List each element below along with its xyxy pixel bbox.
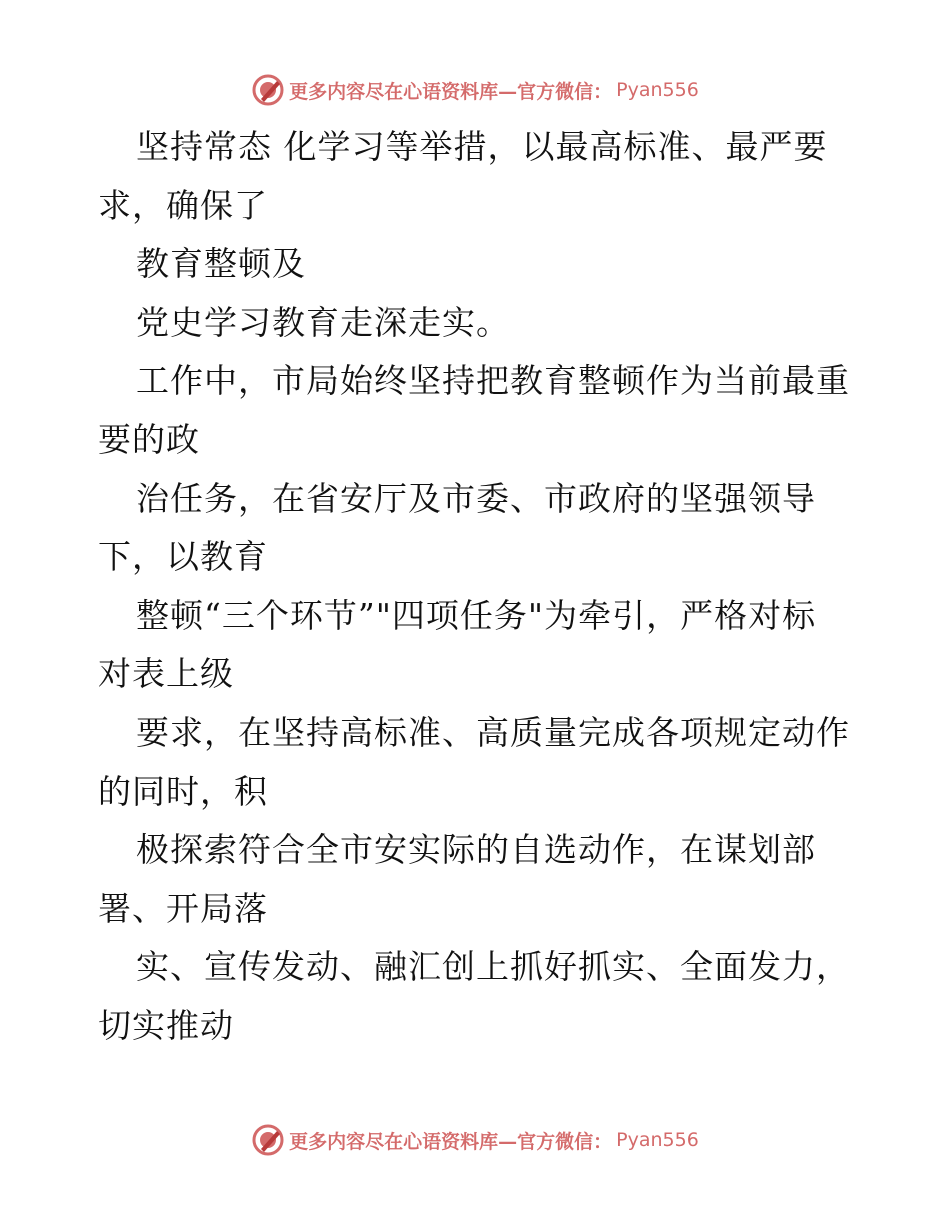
pen-logo-icon [251, 73, 285, 107]
text-line: 署、开局落 [98, 888, 268, 928]
footer-banner-text: 更多内容尽在心语资料库—官方微信： [289, 1130, 613, 1153]
text-line: 对表上级 [98, 654, 234, 694]
text-line: 整顿“三个环节”"四项任务"为牵引，严格对标 [136, 595, 817, 635]
footer-banner [0, 1120, 950, 1160]
text-line: 下，以教育 [98, 537, 268, 577]
header-banner-wechat: Pyan556 [616, 79, 699, 101]
text-line: 实、宣传发动、融汇创上抓好抓实、全面发力， [136, 947, 850, 987]
text-line: 极探索符合全市安实际的自选动作，在谋划部 [136, 830, 816, 870]
text-line: 切实推动 [98, 1005, 234, 1045]
header-banner-text: 更多内容尽在心语资料库—官方微信： [289, 80, 613, 103]
text-line: 坚持常态 化学习等举措，以最高标准、最严要 [136, 127, 828, 166]
document-body [98, 118, 858, 1056]
text-line: 求，确保了 [98, 185, 268, 225]
text-line: 要的政 [98, 419, 200, 459]
text-line: 教育整顿及 [136, 244, 306, 284]
footer-banner-wechat: Pyan556 [616, 1129, 699, 1151]
text-line: 治任务，在省安厅及市委、市政府的坚强领导 [136, 478, 816, 518]
text-line: 工作中，市局始终坚持把教育整顿作为当前最重 [136, 361, 850, 401]
text-line: 要求，在坚持高标准、高质量完成各项规定动作 [136, 712, 850, 752]
header-banner [0, 70, 950, 110]
text-line: 的同时，积 [98, 771, 268, 811]
text-line: 党史学习教育走深走实。 [136, 302, 510, 342]
pen-logo-icon [251, 1123, 285, 1157]
